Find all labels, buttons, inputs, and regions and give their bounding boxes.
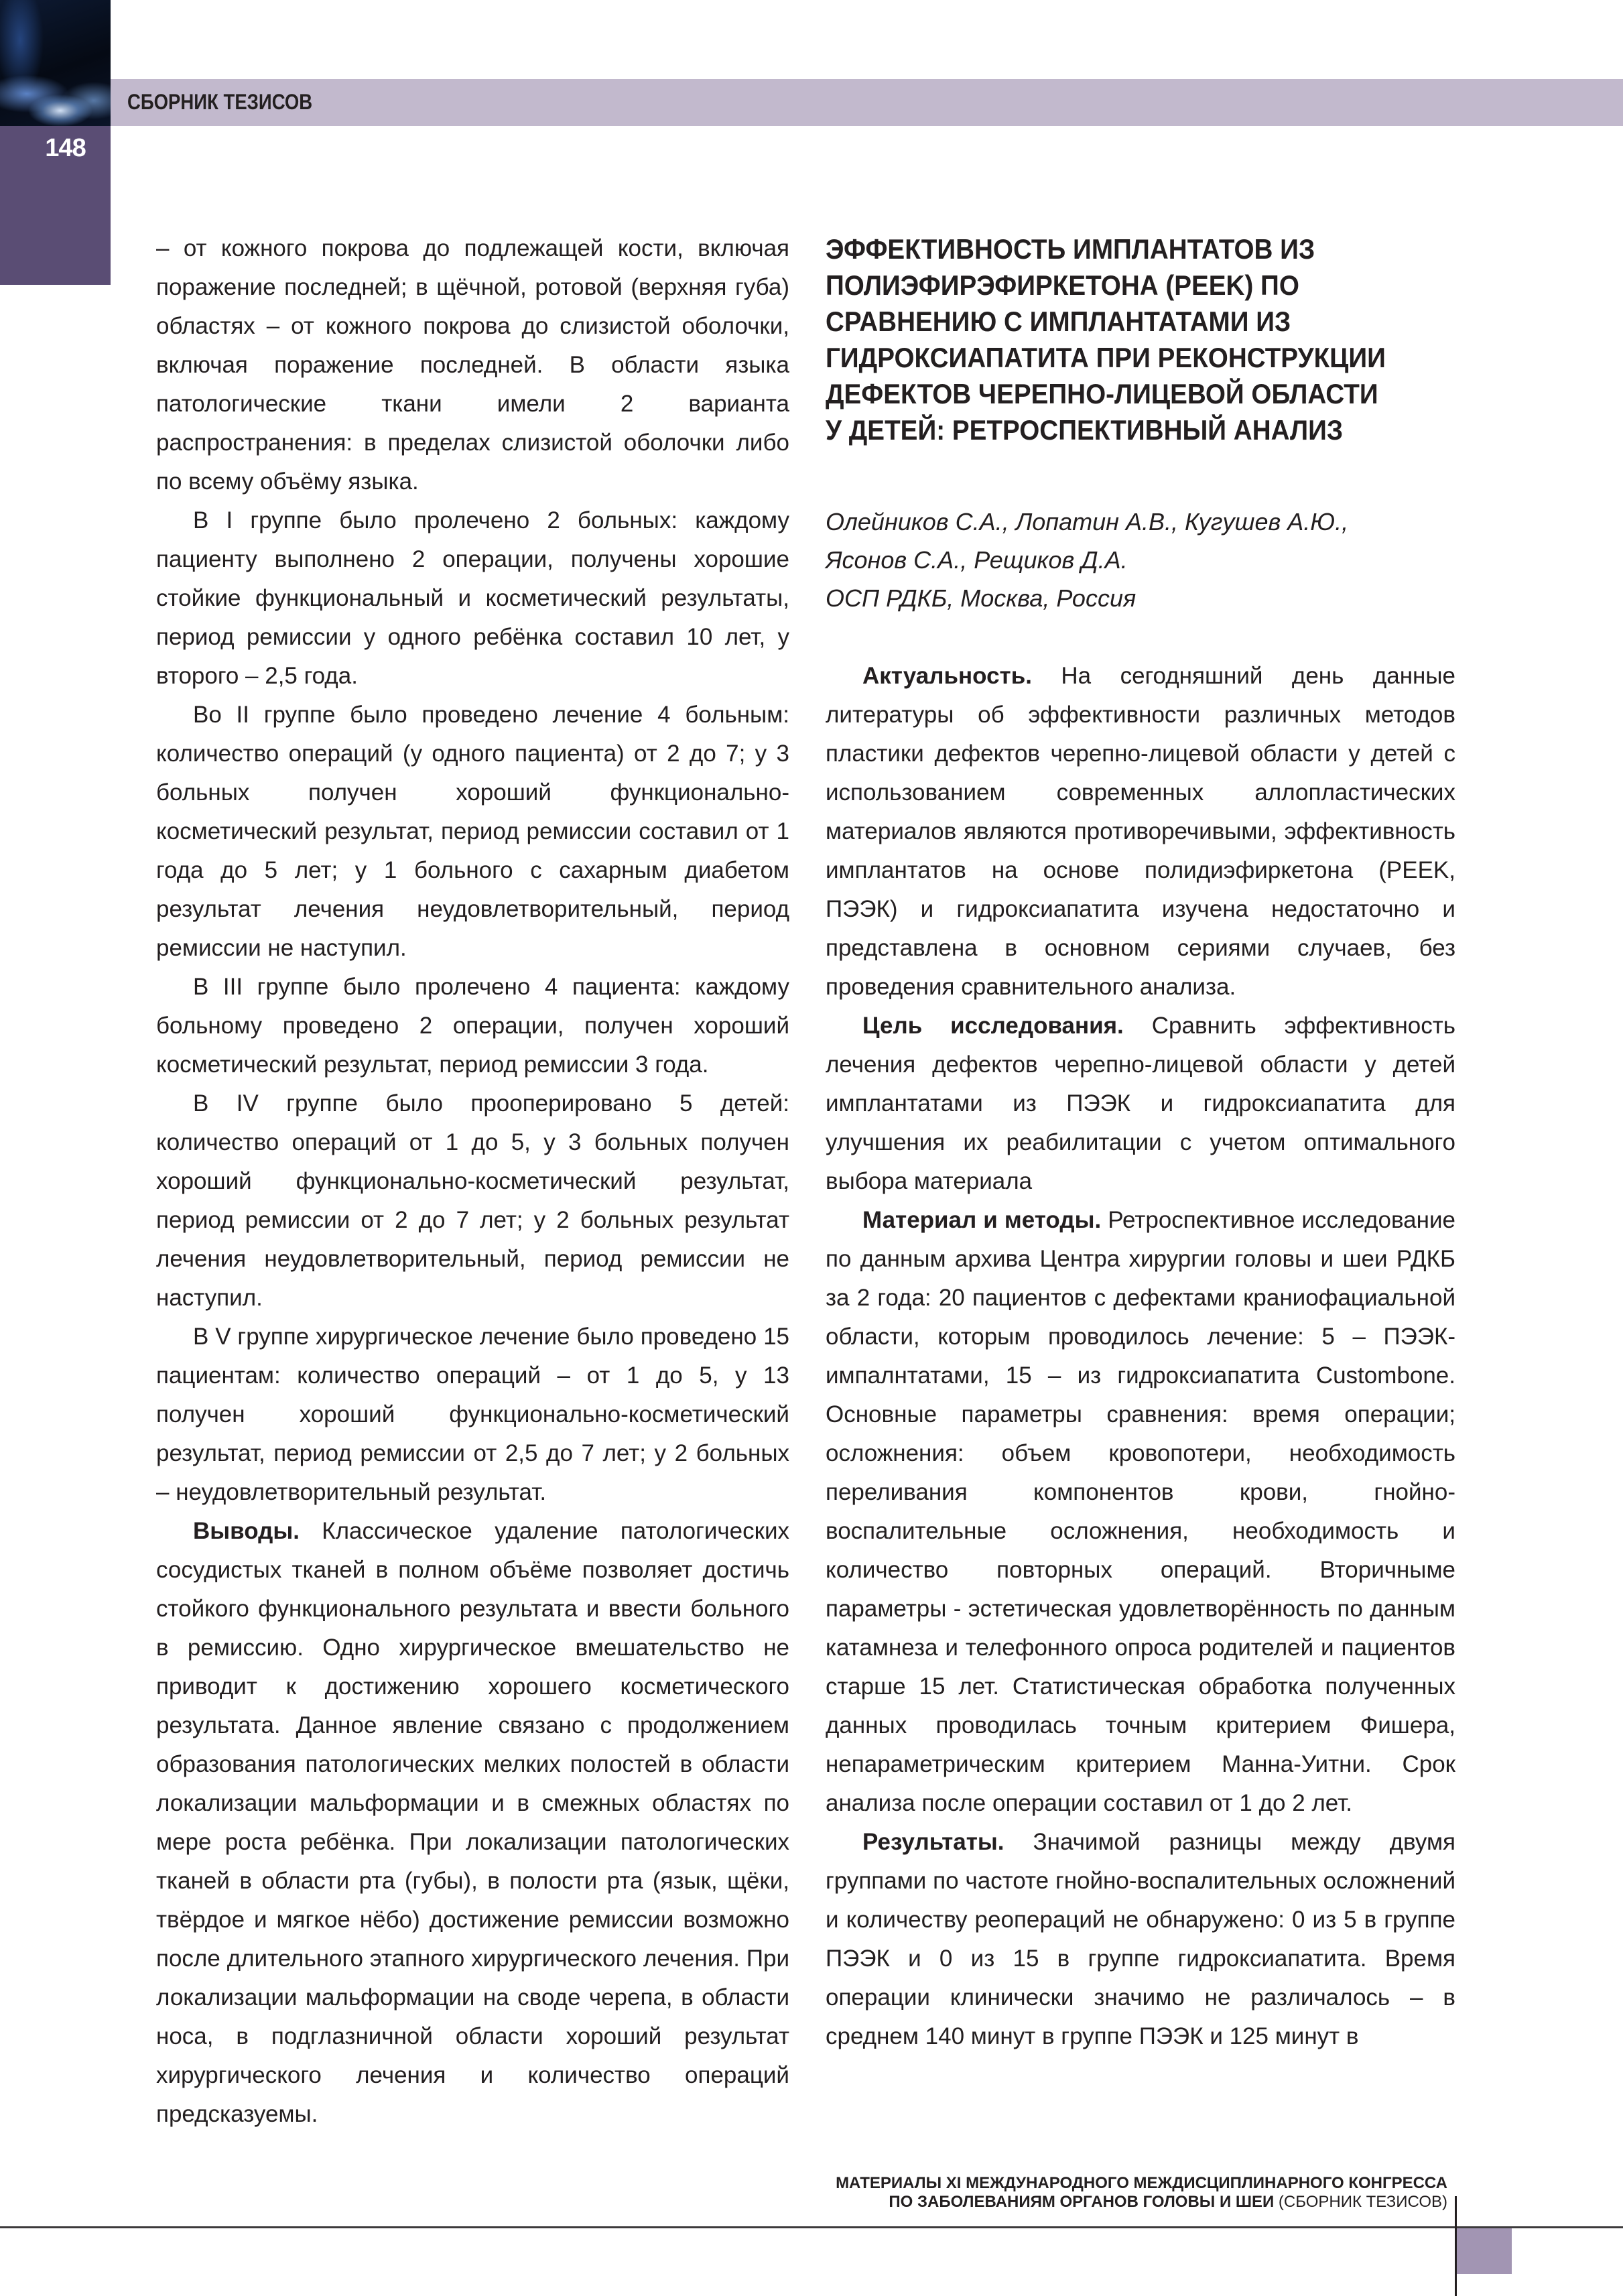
paragraph-text: Ретроспективное исследование по данным архива Центра хирургии головы и шеи РДКБ за 2 года: 20 пациентов с дефектами краниофациальной области, которым проводилось лечение: 5 – ПЭЭК-импалнтатами, 15 – из гидроксиапатита Custombone. Основные параметры сравнения: время операции; осложнения: объем кровопотери, необходимость переливания компонентов крови, гнойно-воспалительные осложнения, необходимость и количество повторных операций. Вторичныме параметры - эстетическая удовлетворённость по данным катамнеза и телефонного опроса родителей и пациентов старше 15 лет. Статистическая обработка полученных данных проводилась точным критерием Фишера, непараметрическим критерием Манна-Уитни. Срок анализа после операции составил от 1 до 2 лет.	[826, 1207, 1455, 1816]
paragraph-lead: Материал и методы.	[862, 1207, 1102, 1233]
footer-line-2-bold: ПО ЗАБОЛЕВАНИЯМ ОРГАНОВ ГОЛОВЫ И ШЕИ	[889, 2193, 1275, 2211]
right-column	[826, 657, 1455, 2056]
article-title	[826, 231, 1496, 448]
affiliation-line: ОСП РДКБ, Москва, Россия	[826, 584, 1137, 612]
paragraph	[156, 696, 789, 968]
section-title: СБОРНИК ТЕЗИСОВ	[127, 90, 313, 114]
title-line: ДЕФЕКТОВ ЧЕРЕПНО-ЛИЦЕВОЙ ОБЛАСТИ	[826, 378, 1378, 409]
conclusions-paragraph	[156, 1512, 789, 2134]
paragraph-text: – от кожного покрова до подлежащей кости, включая поражение последней; в щёчной, ротовой (верхняя губа) областях – от кожного покрова до слизистой оболочки, включая поражение последней. В области языка патологические ткани имели 2 варианта распространения: в пределах слизистой оболочки либо по всему объёму языка.	[156, 235, 789, 495]
paragraph-text: Сравнить эффективность лечения дефектов черепно-лицевой области у детей имплантатами из ПЭЭК и гидроксиапатита для улучшения их реабилитации с учетом оптимального выбора материала	[826, 1013, 1455, 1194]
title-line: ПОЛИЭФИРЭФИРКЕТОНА (PEEK) ПО	[826, 269, 1299, 301]
authors-line: Ясонов С.А., Рещиков Д.А.	[826, 546, 1128, 574]
footer-accent-box	[1457, 2228, 1512, 2274]
paragraph	[156, 1318, 789, 1512]
title-line: У ДЕТЕЙ: РЕТРОСПЕКТИВНЫЙ АНАЛИЗ	[826, 414, 1344, 446]
title-line: ЭФФЕКТИВНОСТЬ ИМПЛАНТАТОВ ИЗ	[826, 233, 1315, 265]
paragraph-text: Классическое удаление патологических сосудистых тканей в полном объёме позволяет достичь стойкого функционального результата и ввести больного в ремиссию. Одно хирургическое вмешательство не приводит к достижению хорошего косметического результата. Данное явление связано с продолжением образования патологических мелких полостей в области локализации мальформации и в смежных областях по мере роста ребёнка. При локализации патологических тканей в области рта (губы), в полости рта (язык, щёки, твёрдое и мягкое нёбо) достижение ремиссии возможно после длительного этапного хирургического лечения. При локализации мальформации на своде черепа, в области носа, в подглазничной области хороший результат хирургического лечения и количество операций предсказуемы.	[156, 1518, 789, 2127]
title-line: СРАВНЕНИЮ С ИМПЛАНТАТАМИ ИЗ	[826, 306, 1291, 337]
paragraph	[156, 501, 789, 696]
paragraph-text: Во II группе было проведено лечение 4 больным: количество операций (у одного пациента) от 2 до 7; у 3 больных получен хороший функционально-косметический результат, период ремиссии составил от 1 года до 5 лет; у 1 больного с сахарным диабетом результат лечения неудовлетворительный, период ремиссии не наступил.	[156, 702, 789, 961]
paragraph	[156, 1084, 789, 1318]
paragraph-lead: Результаты.	[862, 1829, 1004, 1855]
paragraph-text: Значимой разницы между двумя группами по частоте гнойно-воспалительных осложнений и количеству реопераций не обнаружено: 0 из 5 в группе ПЭЭК и 0 из 15 в группе гидроксиапатита. Время операции клинически значимо не различалось – в среднем 140 минут в группе ПЭЭК и 125 минут в	[826, 1829, 1455, 2049]
page-number: 148	[45, 134, 86, 162]
running-header	[111, 79, 1623, 126]
paragraph	[156, 229, 789, 501]
footer-line-2	[836, 2193, 1447, 2212]
footer-line-2-light: (СБОРНИК ТЕЗИСОВ)	[1274, 2193, 1447, 2211]
paragraph-lead: Актуальность.	[862, 663, 1032, 689]
paragraph-text: В III группе было пролечено 4 пациента: каждому больному проведено 2 операции, получен хороший косметический результат, период ремиссии 3 года.	[156, 974, 789, 1078]
methods-paragraph	[826, 1201, 1455, 1823]
footer-line-1: МАТЕРИАЛЫ XI МЕЖДУНАРОДНОГО МЕЖДИСЦИПЛИНАРНОГО КОНГРЕССА	[836, 2174, 1447, 2192]
results-paragraph	[826, 1823, 1455, 2056]
paragraph	[156, 968, 789, 1084]
footer-rule	[0, 2226, 1623, 2228]
aim-paragraph	[826, 1007, 1455, 1201]
decorative-cover-image	[0, 0, 111, 126]
paragraph-text: В IV группе было прооперировано 5 детей: количество операций от 1 до 5, у 3 больных получен хороший функционально-косметический результат, период ремиссии от 2 до 7 лет; у 2 больных результат лечения неудовлетворительный, период ремиссии не наступил.	[156, 1090, 789, 1311]
running-footer	[836, 2174, 1447, 2212]
title-line: ГИДРОКСИАПАТИТА ПРИ РЕКОНСТРУКЦИИ	[826, 342, 1386, 373]
relevance-paragraph	[826, 657, 1455, 1007]
paragraph-lead: Выводы.	[193, 1518, 300, 1544]
paragraph-lead: Цель исследования.	[862, 1013, 1124, 1039]
paragraph-text: В V группе хирургическое лечение было проведено 15 пациентам: количество операций – от 1 до 5, у 13 получен хороший функционально-косметический результат, период ремиссии от 2,5 до 7 лет; у 2 больных – неудовлетворительный результат.	[156, 1324, 789, 1505]
article-authors	[826, 503, 1455, 617]
paragraph-text: На сегодняшний день данные литературы об эффективности различных методов пластики дефектов черепно-лицевой области у детей с использованием современных аллопластических материалов являются противоречивыми, эффективность имплантатов на основе полидиэфиркетона (PEEK, ПЭЭК) и гидроксиапатита изучена недостаточно и представлена в основном сериями случаев, без проведения сравнительного анализа.	[826, 663, 1455, 1000]
authors-line: Олейников С.А., Лопатин А.В., Кугушев А.Ю.,	[826, 508, 1349, 535]
paragraph-text: В I группе было пролечено 2 больных: каждому пациенту выполнено 2 операции, получены хорошие стойкие функциональный и косметический результаты, период ремиссии у одного ребёнка составил 10 лет, у второго – 2,5 года.	[156, 507, 789, 689]
left-column	[156, 229, 789, 2134]
